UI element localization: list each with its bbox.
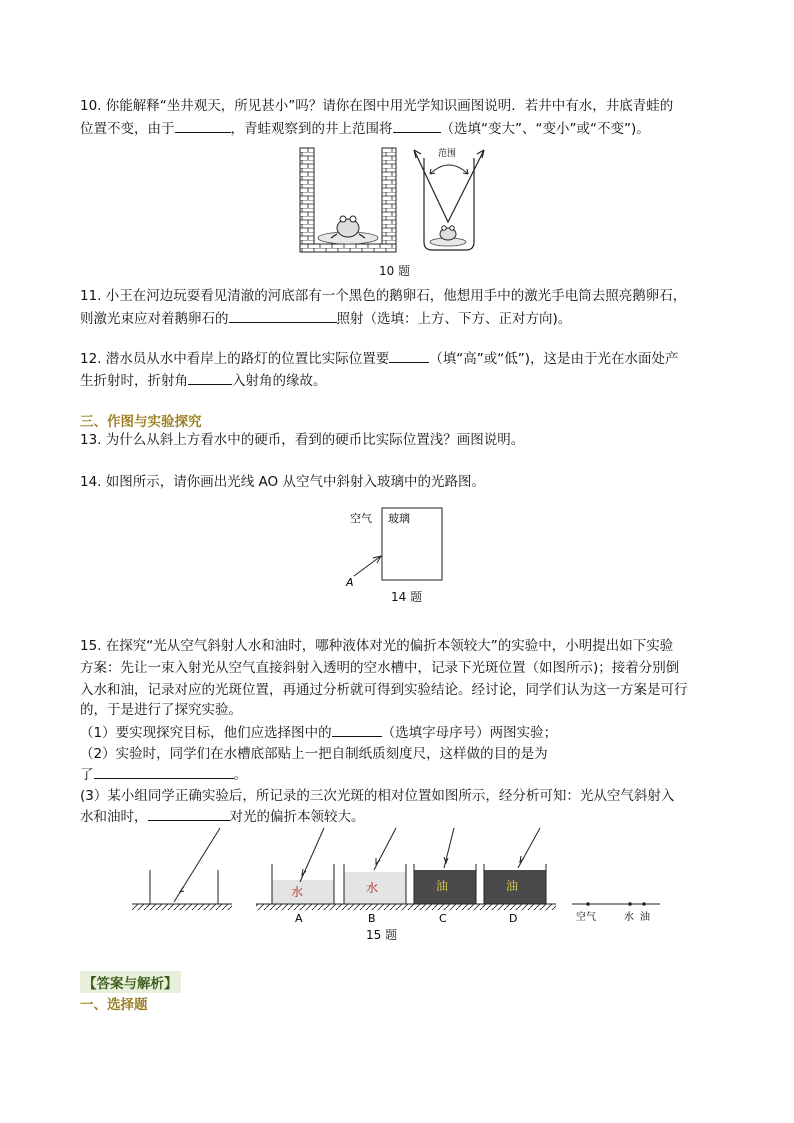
q15-blank-1[interactable] — [332, 722, 382, 737]
q11-text-a: 则激光束应对着鹅卵石的 — [80, 311, 229, 327]
q10-text-b: ，青蛙观察到的井上范围将 — [230, 121, 393, 137]
q10-blank-1[interactable] — [175, 118, 231, 133]
well-diagram-right — [414, 147, 484, 250]
q10-figure — [296, 144, 508, 256]
q15-line1: 15. 在探究“光从空气斜射人水和油时，哪种液体对光的偏折本领较大”的实验中，小明提出如下实验 — [80, 638, 674, 654]
q15-sub1-b: （选填字母序号）两图实验； — [381, 725, 558, 741]
frog-icon — [440, 226, 456, 240]
q12-blank-1[interactable] — [389, 348, 429, 363]
tank-d-label: D — [509, 912, 518, 924]
q15-sub1 — [80, 722, 730, 743]
tank-c-liquid: 油 — [436, 879, 449, 893]
q10-line1: 10. 你能解释“坐井观天，所见甚小”吗？请你在图中用光学知识画图说明．若井中有水，井底青蛙的 — [80, 98, 674, 114]
q15-line2: 方案：先让一束入射光从空气直接斜射入透明的空水槽中，记录下光斑位置（如图所示)；接着分别倒 — [80, 660, 680, 676]
tank-b-liquid: 水 — [366, 881, 379, 895]
q15-line4: 的，于是进行了探究实验。 — [80, 702, 242, 718]
well-diagram-left — [300, 148, 396, 252]
tank-a-label: A — [295, 912, 303, 924]
q14-caption: 14 题 — [391, 590, 423, 604]
q15-line3: 入水和油，记录对应的光斑位置，再通过分析就可得到实验结论。经讨论，同学们认为这一方案是可行 — [80, 682, 688, 698]
empty-tank — [132, 828, 232, 910]
q15-sub2-end: 。 — [233, 767, 247, 783]
q15-sub3-b: 对光的偏折本领较大。 — [229, 809, 365, 825]
q15-sub3-a: 水和油时， — [80, 809, 148, 825]
q15-sub2-line1: （2）实验时，同学们在水槽底部贴上一把自制纸质刻度尺，这样做的目的是为 — [80, 746, 548, 762]
range-label: 范围 — [438, 149, 457, 159]
q12-text-b: （填“高”或“低”)，这是由于光在水面处产 — [429, 351, 679, 367]
spot-label-water: 水 — [624, 912, 634, 923]
q15-figure — [128, 824, 668, 924]
answer-heading: 【答案与解析】 — [80, 971, 181, 993]
q15-blank-3[interactable] — [148, 806, 230, 821]
tank-c-label: C — [439, 912, 447, 924]
q15-caption: 15 题 — [366, 928, 398, 942]
q10-text-c: （选填“变大”、“变小”或“不变”)。 — [440, 121, 650, 137]
q12-text-d: 入射角的缘故。 — [232, 373, 327, 389]
q12-line2 — [80, 370, 730, 391]
q15-sub2-line2 — [80, 764, 730, 785]
q11-line2 — [80, 308, 730, 329]
q10-text-a: 位置不变，由于 — [80, 121, 175, 137]
q11-line1: 11. 小王在河边玩耍看见清澈的河底部有一个黑色的鹅卵石，他想用手中的激光手电筒去照亮鹅卵石， — [80, 288, 687, 304]
point-a-label: A — [346, 576, 354, 588]
q15-sub3-line1: (3）某小组同学正确实验后，所记录的三次光斑的相对位置如图所示，经分析可知：光从空气斜射入 — [80, 788, 675, 804]
q14-figure — [340, 504, 450, 588]
q12-text-c: 生折射时，折射角 — [80, 373, 188, 389]
q10-blank-2[interactable] — [393, 118, 441, 133]
tank-b-label: B — [368, 912, 376, 924]
spot-label-oil: 油 — [640, 912, 650, 923]
answer-section-1: 一、选择题 — [80, 997, 148, 1013]
q15-sub2-a: 了 — [80, 767, 94, 783]
q11-text-b: 照射（选填：上方、下方、正对方向)。 — [336, 311, 572, 327]
q15-sub1-a: （1）要实现探究目标，他们应选择图中的 — [80, 725, 332, 741]
q10-line2 — [80, 118, 730, 139]
q12-blank-2[interactable] — [188, 370, 232, 385]
q12-text-a: 12. 潜水员从水中看岸上的路灯的位置比实际位置要 — [80, 351, 390, 367]
tank-a-liquid: 水 — [291, 885, 304, 899]
q14-text: 14. 如图所示，请你画出光线 AO 从空气中斜射入玻璃中的光路图。 — [80, 474, 485, 490]
section-3-title: 三、作图与实验探究 — [80, 414, 202, 430]
glass-label: 玻璃 — [388, 512, 410, 525]
q13-text: 13. 为什么从斜上方看水中的硬币，看到的硬币比实际位置浅？画图说明。 — [80, 432, 525, 448]
air-label: 空气 — [350, 512, 372, 525]
spot-position-line — [572, 902, 660, 923]
q10-caption: 10 题 — [379, 264, 411, 278]
frog-icon — [331, 216, 365, 238]
q15-blank-2[interactable] — [94, 764, 234, 779]
q12-line1 — [80, 348, 730, 369]
tank-d-liquid: 油 — [506, 879, 519, 893]
spot-label-air: 空气 — [576, 912, 596, 923]
q11-blank[interactable] — [229, 308, 337, 323]
